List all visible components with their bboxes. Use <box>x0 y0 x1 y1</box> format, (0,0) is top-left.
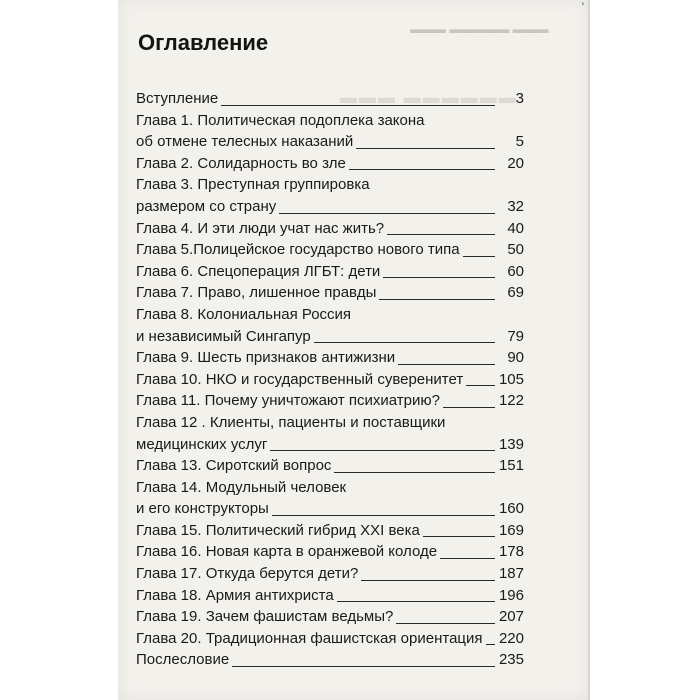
toc-entry <box>136 218 524 240</box>
toc-entry-text: Вступление <box>136 90 219 107</box>
toc-page-number: 20 <box>507 154 524 172</box>
toc-leader-line <box>221 105 495 106</box>
toc-leader-line <box>279 213 495 214</box>
toc-page-number: 187 <box>498 565 524 583</box>
toc-entry <box>136 585 524 607</box>
toc-entry-row <box>136 606 524 628</box>
toc-page-number: 151 <box>498 457 524 475</box>
toc-entry-text: Глава 16. Новая карта в оранжевой колоде <box>136 543 438 561</box>
toc-entry-row <box>136 390 524 412</box>
toc-leader-line <box>334 472 495 473</box>
toc-page-number: 50 <box>507 241 524 259</box>
toc-page-number: 3 <box>515 90 524 107</box>
toc-entry-text: Глава 5.Полицейское государство нового типа <box>136 241 460 259</box>
toc-entry-text: Глава 4. И эти люди учат нас жить? <box>136 219 385 237</box>
toc-entry-row <box>136 520 524 542</box>
toc-page-number: 220 <box>498 629 524 647</box>
toc-entry-text: Глава 7. Право, лишенное правды <box>136 284 377 302</box>
toc-entry-text: Глава 3. Преступная группировка <box>136 176 370 194</box>
toc-entry <box>136 304 524 347</box>
bleed-through-title: ▬▬▬ ▬▬▬▬▬▬ <box>340 88 518 107</box>
toc-page-number: 207 <box>498 608 524 626</box>
toc-entry-text: Глава 14. Модульный человек <box>136 478 347 496</box>
corner-mark: ' <box>581 0 584 14</box>
toc-entry-text: Глава 9. Шесть признаков антижизни <box>136 349 396 367</box>
toc-page-number: 32 <box>507 197 524 215</box>
toc-leader-line <box>356 148 495 149</box>
bleed-through-text: ▬▬▬ ▬▬▬▬▬ ▬▬▬ <box>410 22 549 36</box>
toc-entry-row <box>136 585 524 607</box>
toc-entry <box>136 649 524 671</box>
toc-entry-text: Глава 10. НКО и государственный суверенитет <box>136 370 464 388</box>
toc-entry-row <box>136 153 524 175</box>
toc-entry-text: Глава 12 . Клиенты, пациенты и поставщики <box>136 413 446 431</box>
toc-page-number: 139 <box>498 435 524 453</box>
toc-entry-text: Послесловие <box>136 651 230 669</box>
toc-leader-line <box>383 277 495 278</box>
toc-entry <box>136 88 524 110</box>
toc-leader-line <box>314 342 495 343</box>
toc-leader-line <box>443 407 495 408</box>
toc-page-number: 69 <box>507 284 524 302</box>
toc-entry-text: Глава 13. Сиротский вопрос <box>136 457 332 475</box>
toc-entry-row <box>136 628 524 650</box>
toc-leader-line <box>387 234 495 235</box>
toc-page-number: 178 <box>498 543 524 561</box>
toc-entry <box>136 412 524 455</box>
toc-page-number: 169 <box>498 521 524 539</box>
toc-entry <box>136 606 524 628</box>
toc-entry-row <box>136 261 524 283</box>
toc-leader-line <box>466 385 495 386</box>
toc-entry-row <box>136 498 524 520</box>
toc-entry-row <box>136 196 524 218</box>
toc-entry <box>136 239 524 261</box>
toc-entry-text: Глава 11. Почему уничтожают психиатрию? <box>136 392 440 410</box>
toc-entry-row <box>136 649 524 671</box>
toc-entry-row <box>136 347 524 369</box>
table-of-contents <box>136 88 524 671</box>
toc-entry <box>136 153 524 175</box>
page-edge <box>588 0 590 700</box>
toc-entry-text: размером со страну <box>136 197 277 215</box>
page-title: Оглавление <box>138 30 269 55</box>
toc-leader-line <box>396 623 495 624</box>
toc-leader-line <box>361 580 495 581</box>
toc-entry <box>136 369 524 391</box>
toc-leader-line <box>423 536 495 537</box>
toc-page-number: 60 <box>507 262 524 280</box>
toc-leader-line <box>349 169 495 170</box>
toc-entry-text: Глава 15. Политический гибрид XXI века <box>136 521 420 539</box>
toc-leader-line <box>270 450 495 451</box>
toc-entry <box>136 520 524 542</box>
toc-page-number: 40 <box>507 219 524 237</box>
toc-leader-line <box>272 515 495 516</box>
toc-entry <box>136 541 524 563</box>
toc-entry <box>136 261 524 283</box>
toc-entry-text: Глава 20. Традиционная фашистская ориентация <box>136 629 483 647</box>
toc-page-number: 90 <box>507 349 524 367</box>
toc-leader-line <box>440 558 495 559</box>
toc-page-number: 235 <box>498 651 524 669</box>
toc-leader-line <box>486 644 495 645</box>
toc-entry-text: Глава 6. Спецоперация ЛГБТ: дети <box>136 262 381 280</box>
toc-entry-row <box>136 131 524 153</box>
toc-entry <box>136 282 524 304</box>
toc-entry <box>136 174 524 217</box>
toc-entry <box>136 110 524 153</box>
toc-entry-text: об отмене телесных наказаний <box>136 133 354 151</box>
toc-entry <box>136 628 524 650</box>
toc-entry-text: и его конструкторы <box>136 500 269 518</box>
toc-entry-row <box>136 282 524 304</box>
toc-entry-text: Глава 8. Колониальная Россия <box>136 305 352 323</box>
toc-entry <box>136 347 524 369</box>
toc-page-number: 122 <box>498 392 524 410</box>
toc-entry-text: Глава 19. Зачем фашистам ведьмы? <box>136 608 394 626</box>
toc-entry-text: Глава 2. Солидарность во зле <box>136 154 346 172</box>
toc-page-number: 79 <box>507 327 524 345</box>
toc-page-number: 160 <box>498 500 524 518</box>
toc-entry-row <box>136 326 524 348</box>
toc-leader-line <box>379 299 495 300</box>
toc-entry-text: Глава 18. Армия антихриста <box>136 586 334 604</box>
toc-entry-row <box>136 218 524 240</box>
toc-entry-row <box>136 369 524 391</box>
toc-entry <box>136 455 524 477</box>
toc-entry <box>136 563 524 585</box>
toc-entry-row <box>136 88 524 110</box>
toc-entry-row <box>136 455 524 477</box>
toc-entry-row <box>136 563 524 585</box>
toc-page-number: 105 <box>498 370 524 388</box>
toc-entry-text: Глава 17. Откуда берутся дети? <box>136 565 359 583</box>
toc-leader-line <box>337 601 495 602</box>
toc-entry-row <box>136 239 524 261</box>
toc-leader-line <box>232 666 495 667</box>
toc-entry <box>136 390 524 412</box>
toc-entry-text: медицинских услуг <box>136 435 268 453</box>
toc-leader-line <box>398 364 495 365</box>
toc-entry-row <box>136 434 524 456</box>
toc-entry-text: и независимый Сингапур <box>136 327 311 345</box>
book-page <box>118 0 590 700</box>
toc-leader-line <box>463 256 495 257</box>
toc-entry-text: Глава 1. Политическая подоплека закона <box>136 111 425 129</box>
toc-page-number: 196 <box>498 586 524 604</box>
toc-page-number: 5 <box>515 133 524 151</box>
toc-entry-row <box>136 541 524 563</box>
toc-entry <box>136 477 524 520</box>
